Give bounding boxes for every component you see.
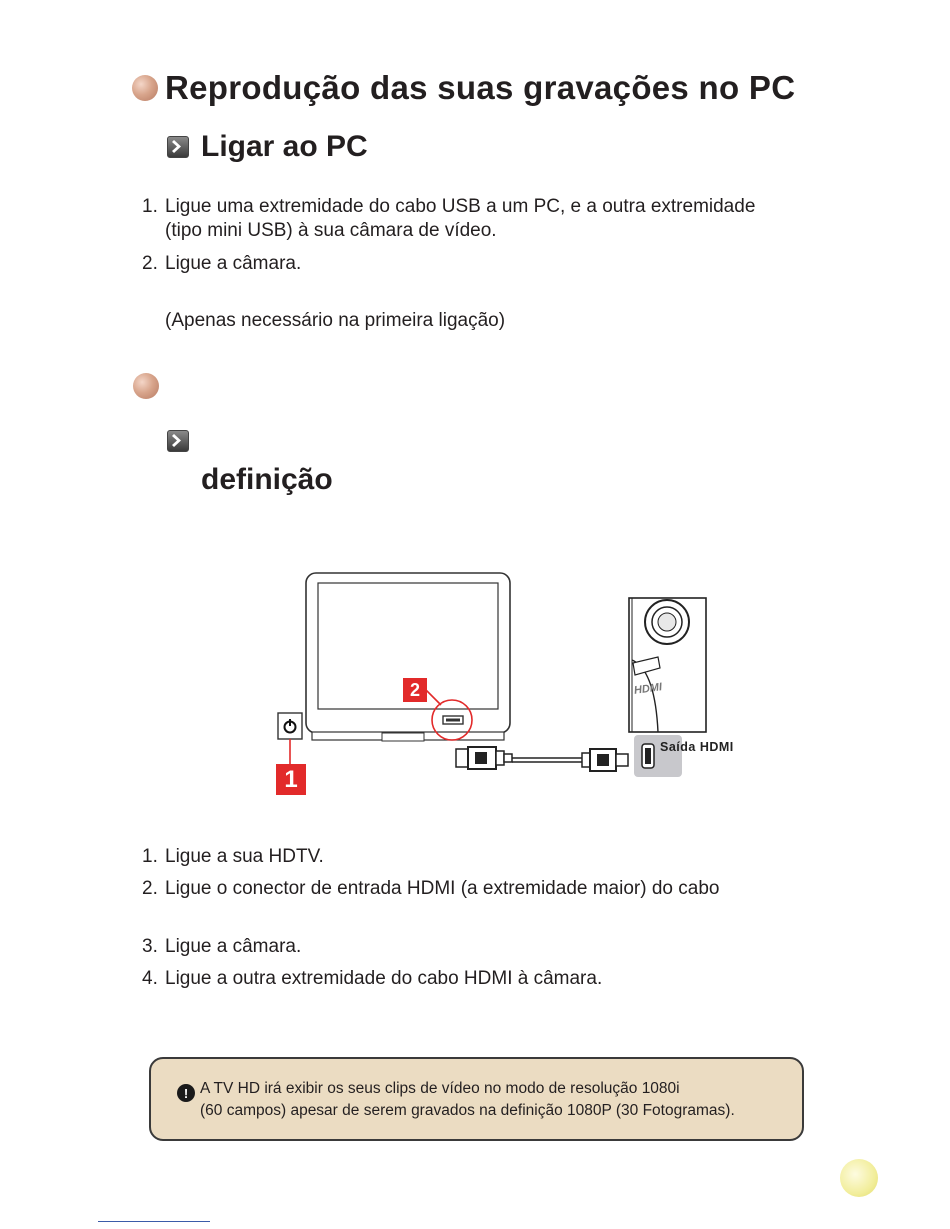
connection-diagram — [270, 565, 750, 805]
section-bullet-icon — [132, 75, 158, 101]
tv-illustration — [306, 573, 510, 741]
hdmi-cable-illustration — [456, 747, 628, 771]
notice-line-1: A TV HD irá exibir os seus clips de vídeo no modo de resolução 1080i — [200, 1080, 680, 1097]
step-text: Ligue a outra extremidade do cabo HDMI à câmara. — [165, 968, 603, 989]
step-text: Ligue uma extremidade do cabo USB a um PC, e a outra extremidade — [165, 196, 756, 217]
hdmi-output-label: Saída HDMI — [660, 740, 734, 754]
subsection-title-continuation: definição — [201, 463, 333, 496]
step-text: Ligue o conector de entrada HDMI (a extremidade maior) do cabo — [165, 878, 720, 899]
section-title: Reprodução das suas gravações no PC — [165, 69, 796, 106]
notice-line-2: (60 campos) apesar de serem gravados na definição 1080P (30 Fotogramas). — [200, 1102, 735, 1119]
step-text: Ligue a câmara. — [165, 936, 302, 957]
step-number: 3. — [142, 936, 158, 957]
step-badge-2: 2 — [403, 678, 427, 702]
camera-hdmi-label: HDMI — [633, 681, 663, 697]
step-number: 1. — [142, 846, 158, 867]
hdtv-connection-figure — [270, 565, 750, 805]
step-text: (tipo mini USB) à sua câmara de vídeo. — [165, 220, 497, 241]
step-number: 2. — [142, 878, 158, 899]
step-number: 1. — [142, 196, 158, 217]
step-note: (Apenas necessário na primeira ligação) — [165, 310, 506, 331]
power-button-illustration — [278, 713, 302, 764]
step-number: 2. — [142, 253, 158, 274]
step-text: Ligue a câmara. — [165, 253, 302, 274]
footer-divider — [98, 1221, 210, 1222]
section-bullet-icon — [133, 373, 159, 399]
page-number-ball — [840, 1159, 878, 1197]
arrow-right-icon — [167, 430, 189, 452]
exclamation-icon: ! — [177, 1084, 195, 1102]
step-badge-1: 1 — [276, 764, 306, 795]
arrow-right-icon — [167, 136, 189, 158]
notice-box — [149, 1057, 804, 1141]
step-number: 4. — [142, 968, 158, 989]
step-text: Ligue a sua HDTV. — [165, 846, 324, 867]
subsection-title: Ligar ao PC — [201, 130, 368, 163]
